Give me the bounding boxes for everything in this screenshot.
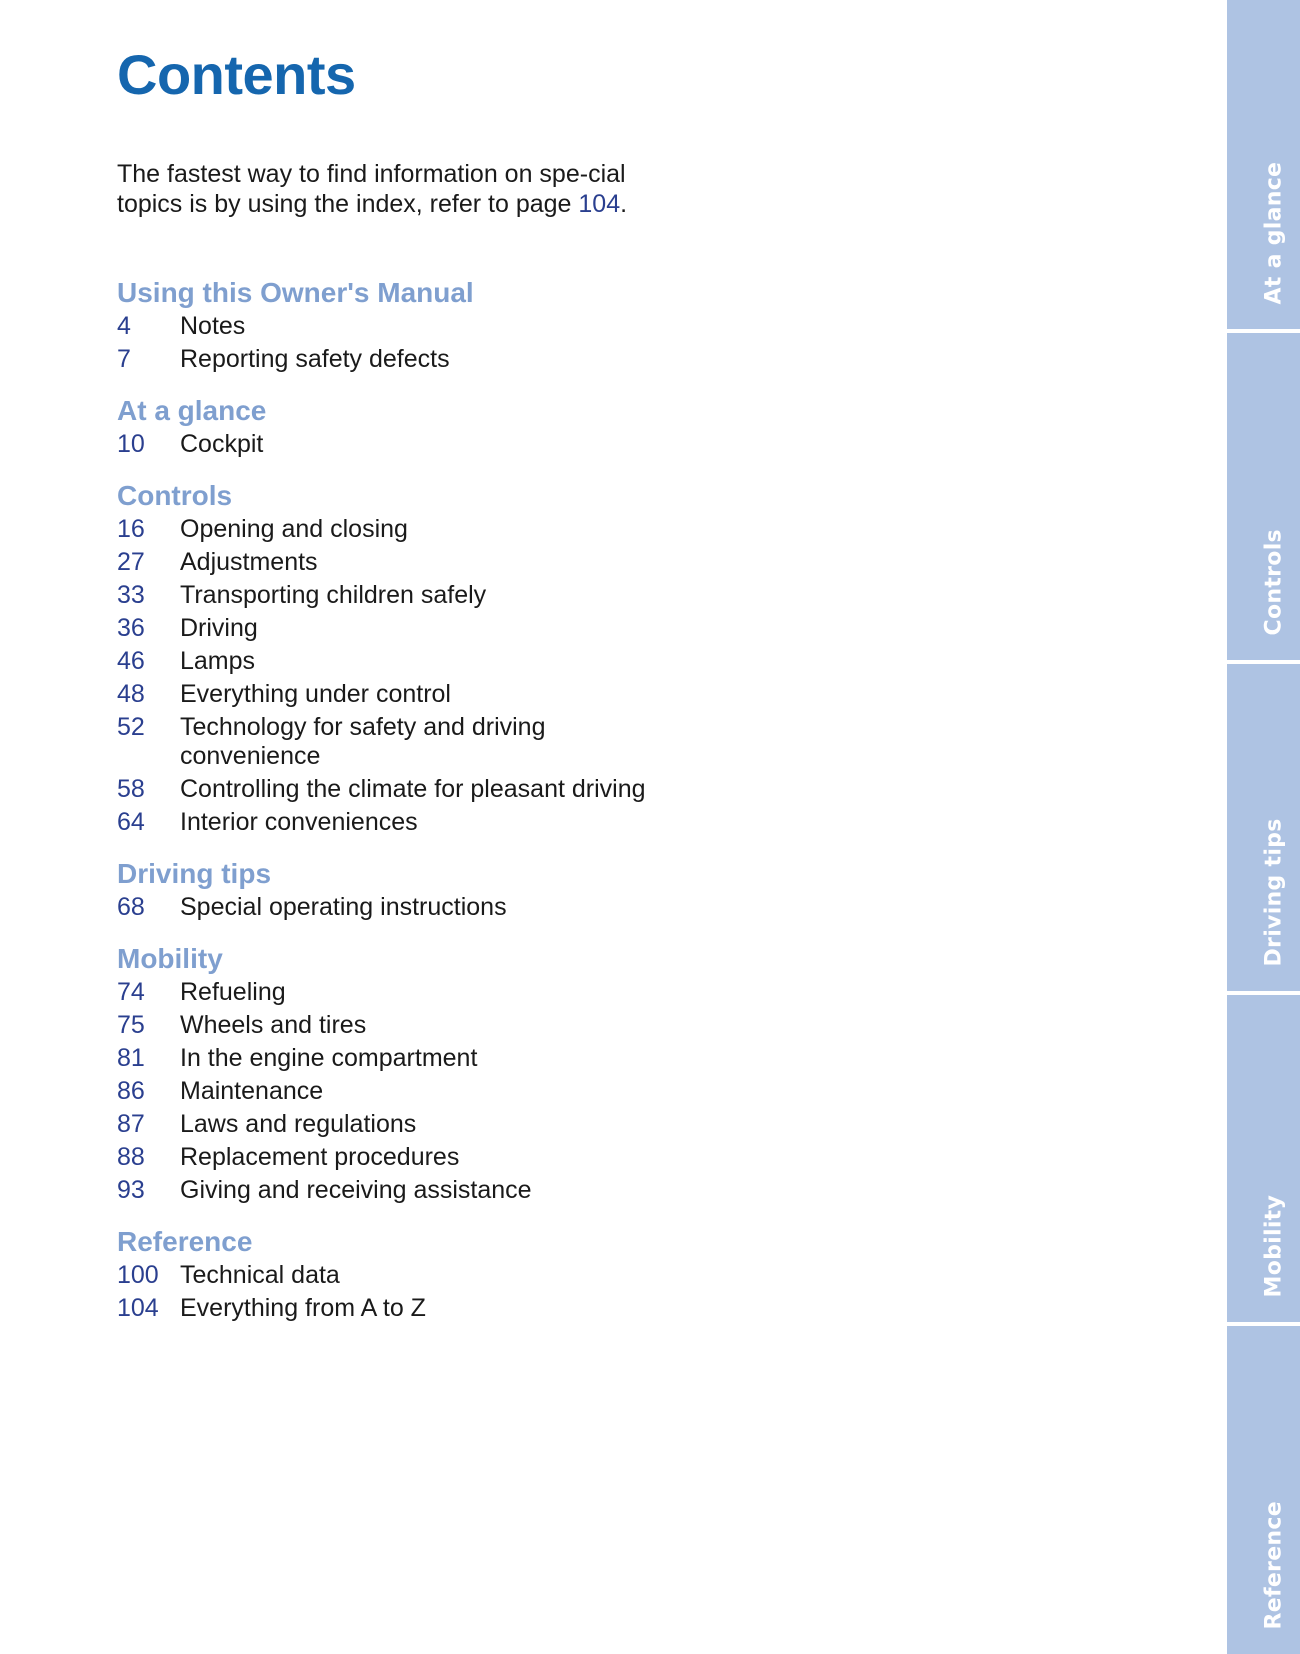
toc-entry-title[interactable]: In the engine compartment <box>180 1044 478 1072</box>
toc-entry-title[interactable]: Lamps <box>180 647 256 675</box>
toc-section <box>117 479 677 840</box>
page-title: Contents <box>117 43 356 106</box>
toc-entry-page-number[interactable]: 86 <box>117 1077 145 1105</box>
toc-entry[interactable] <box>117 679 677 712</box>
toc-entry-page-number[interactable]: 100 <box>117 1261 159 1289</box>
toc-entry[interactable] <box>117 1010 677 1043</box>
toc-entry[interactable] <box>117 580 677 613</box>
side-tab-label: Driving tips <box>1261 818 1286 967</box>
toc-entry[interactable] <box>117 1142 677 1175</box>
side-tab-at-a-glance[interactable] <box>1227 0 1300 329</box>
index-page-link[interactable]: 104 <box>578 189 621 218</box>
toc-entry[interactable] <box>117 712 677 774</box>
toc-entry-title[interactable]: Special operating instructions <box>180 893 507 921</box>
toc-entry-page-number[interactable]: 36 <box>117 614 145 642</box>
toc-entry-title[interactable]: Wheels and tires <box>180 1011 367 1039</box>
side-tab-label: Reference <box>1261 1501 1286 1630</box>
toc-entry[interactable] <box>117 1293 677 1326</box>
toc-entry-title[interactable]: Everything under control <box>180 680 451 708</box>
toc-entry[interactable] <box>117 613 677 646</box>
toc-entry[interactable] <box>117 429 677 462</box>
toc-entry[interactable] <box>117 977 677 1010</box>
toc-entry-title[interactable]: Cockpit <box>180 430 264 458</box>
intro-text-end: . <box>620 189 628 218</box>
toc-entry[interactable] <box>117 1175 677 1208</box>
toc-entry-title[interactable]: Refueling <box>180 978 286 1006</box>
intro-paragraph <box>117 160 637 219</box>
toc-entry-page-number[interactable]: 4 <box>117 312 131 340</box>
toc-entry-page-number[interactable]: 87 <box>117 1110 145 1138</box>
toc-entry[interactable] <box>117 514 677 547</box>
toc-entry-title[interactable]: Maintenance <box>180 1077 324 1105</box>
side-tab-label: At a glance <box>1261 161 1286 305</box>
toc-section <box>117 276 677 377</box>
toc-entry[interactable] <box>117 344 677 377</box>
toc-entry-page-number[interactable]: 16 <box>117 515 145 543</box>
side-tab-mobility[interactable] <box>1227 995 1300 1322</box>
toc-entry-page-number[interactable]: 93 <box>117 1176 145 1204</box>
toc-entry-page-number[interactable]: 75 <box>117 1011 145 1039</box>
toc-entry[interactable] <box>117 892 677 925</box>
toc-entry-title[interactable]: Driving <box>180 614 258 642</box>
toc-entry-title[interactable]: Adjustments <box>180 548 318 576</box>
toc-entry[interactable] <box>117 311 677 344</box>
toc-entry-page-number[interactable]: 81 <box>117 1044 145 1072</box>
toc-section-heading: Using this Owner's Manual <box>117 277 474 308</box>
toc-entry-page-number[interactable]: 88 <box>117 1143 145 1171</box>
side-tab-reference[interactable] <box>1227 1326 1300 1654</box>
toc-entry-title[interactable]: Controlling the climate for pleasant driving <box>180 775 646 803</box>
toc-entry[interactable] <box>117 807 677 840</box>
toc-entry-title[interactable]: Opening and closing <box>180 515 408 543</box>
toc-entry[interactable] <box>117 1109 677 1142</box>
toc-entry-title[interactable]: Replacement procedures <box>180 1143 460 1171</box>
toc-entry-page-number[interactable]: 10 <box>117 430 145 458</box>
toc-section <box>117 942 677 1208</box>
toc-entry-title[interactable]: Laws and regulations <box>180 1110 417 1138</box>
toc-entry-title[interactable]: Interior conveniences <box>180 808 418 836</box>
toc-entry-title[interactable]: Technical data <box>180 1261 340 1289</box>
toc-entry-title[interactable]: Giving and receiving assistance <box>180 1176 532 1204</box>
toc-entry[interactable] <box>117 774 677 807</box>
toc-section <box>117 857 677 925</box>
toc-section-heading: Reference <box>117 1226 253 1257</box>
toc-section-heading: At a glance <box>117 395 267 426</box>
side-tab-label: Mobility <box>1261 1194 1286 1298</box>
toc-entry[interactable] <box>117 1260 677 1293</box>
toc-entry-page-number[interactable]: 58 <box>117 775 145 803</box>
toc-section-heading: Mobility <box>117 943 223 974</box>
side-tab-controls[interactable] <box>1227 333 1300 660</box>
section-tab-strip <box>1227 0 1300 1654</box>
toc-entry-page-number[interactable]: 46 <box>117 647 145 675</box>
toc-entry-page-number[interactable]: 52 <box>117 713 145 741</box>
toc-entry[interactable] <box>117 1043 677 1076</box>
toc-entry-title[interactable]: Notes <box>180 312 246 340</box>
toc-section-heading: Driving tips <box>117 858 272 889</box>
toc-entry-page-number[interactable]: 68 <box>117 893 145 921</box>
toc-entry-page-number[interactable]: 48 <box>117 680 145 708</box>
toc-entry[interactable] <box>117 1076 677 1109</box>
toc-entry[interactable] <box>117 646 677 679</box>
toc-section-heading: Controls <box>117 480 233 511</box>
toc-section <box>117 1225 677 1326</box>
toc-entry-page-number[interactable]: 27 <box>117 548 145 576</box>
toc-entry-title[interactable]: Reporting safety defects <box>180 345 450 373</box>
toc-entry-page-number[interactable]: 7 <box>117 345 131 373</box>
toc-entry-page-number[interactable]: 104 <box>117 1294 159 1322</box>
table-of-contents <box>117 276 677 1343</box>
toc-entry-page-number[interactable]: 64 <box>117 808 145 836</box>
side-tab-label: Controls <box>1261 529 1286 636</box>
toc-entry-title[interactable]: Technology for safety and driving convenience <box>180 713 546 770</box>
intro-text: The fastest way to find information on spe-cial topics is by using the index, refer to page <box>117 160 626 218</box>
toc-entry-page-number[interactable]: 74 <box>117 978 145 1006</box>
toc-entry-title[interactable]: Everything from A to Z <box>180 1294 426 1322</box>
side-tab-driving-tips[interactable] <box>1227 664 1300 991</box>
toc-entry[interactable] <box>117 547 677 580</box>
toc-entry-page-number[interactable]: 33 <box>117 581 145 609</box>
toc-entry-title[interactable]: Transporting children safely <box>180 581 487 609</box>
toc-section <box>117 394 677 462</box>
